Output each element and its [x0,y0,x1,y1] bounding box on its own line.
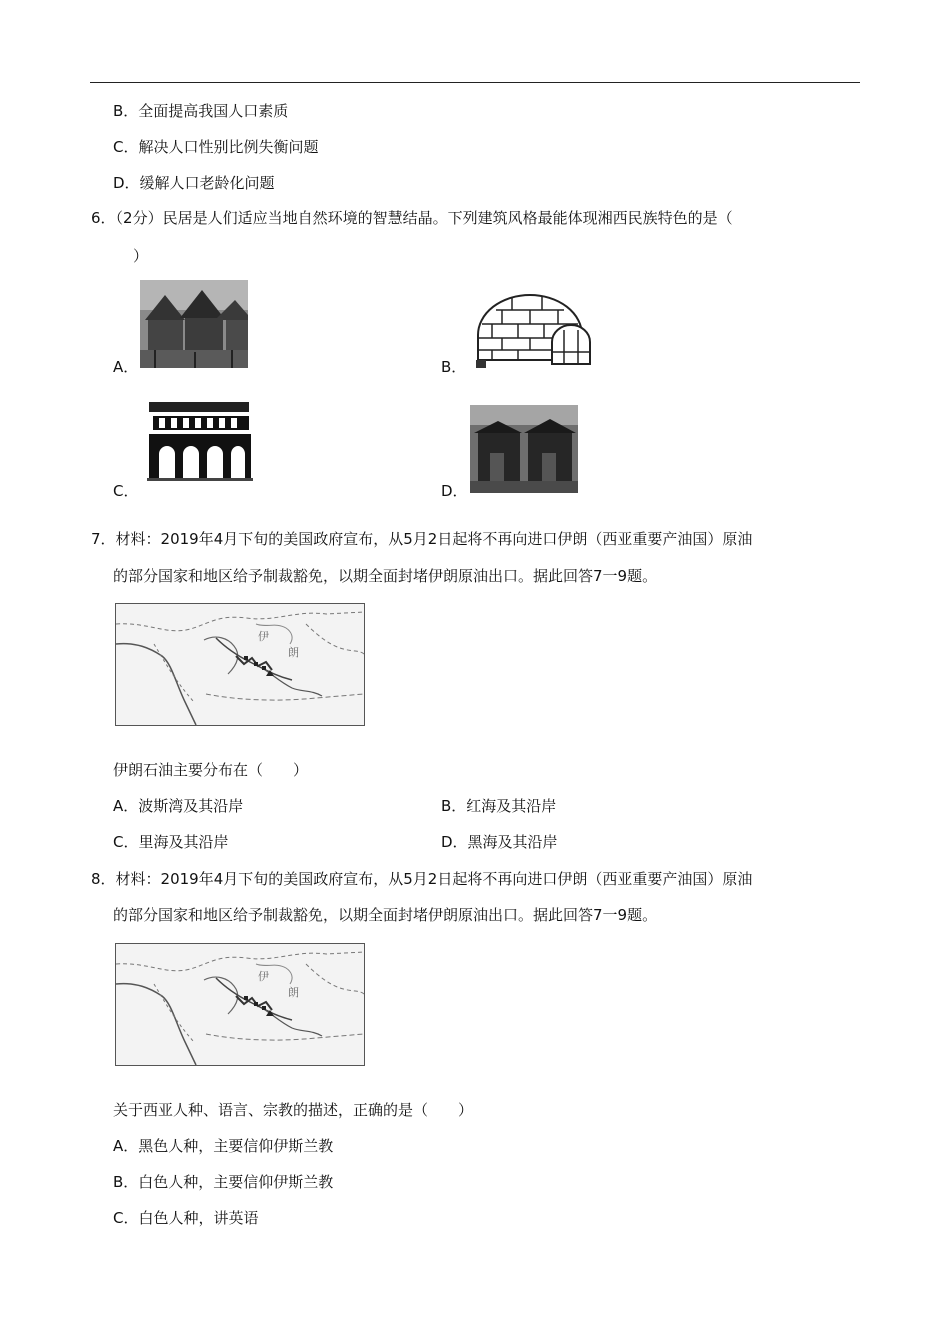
colonnade-building-drawing [147,398,253,486]
q7-question: 伊朗石油主要分布在（ ） [113,761,309,779]
q6-label-a: A． [113,358,139,376]
q7-middle-east-map [115,603,365,726]
q8-option-c: C．白色人种，讲英语 [113,1209,259,1227]
courtyard-house-photo [470,405,578,493]
q5-option-c: C．解决人口性别比例失衡问题 [113,138,319,156]
q8-map-label-2: 朗 [288,986,299,999]
q6-stem-end: ） [133,247,149,265]
q7-option-c: C．里海及其沿岸 [113,833,229,851]
q8-material-line2: 的部分国家和地区给予制裁豁免，以期全面封堵伊朗原油出口。据此回答7一9题。 [113,906,658,924]
q8-question: 关于西亚人种、语言、宗教的描述，正确的是（ ） [113,1101,474,1119]
q8-middle-east-map [115,943,365,1066]
header-rule [90,82,860,83]
q7-material-line1: 7．材料：2019年4月下旬的美国政府宣布，从5月2日起将不再向进口伊朗（西亚重要产油国）原油 [91,530,753,548]
q7-map-label-2: 朗 [288,646,299,659]
q8-map-label-1: 伊 [258,970,269,983]
q6-label-c: C． [113,482,139,500]
q6-stem: 6．（2分）民居是人们适应当地自然环境的智慧结晶。下列建筑风格最能体现湘西民族特色的是（ [91,209,733,227]
q7-option-d: D．黑海及其沿岸 [441,833,558,851]
q8-option-b: B．白色人种，主要信仰伊斯兰教 [113,1173,334,1191]
q7-map-label-1: 伊 [258,630,269,643]
q6-label-b: B． [441,358,467,376]
q7-material-line2: 的部分国家和地区给予制裁豁免，以期全面封堵伊朗原油出口。据此回答7一9题。 [113,567,658,585]
q8-material-line1: 8．材料：2019年4月下旬的美国政府宣布，从5月2日起将不再向进口伊朗（西亚重要产油国）原油 [91,870,753,888]
stilted-house-photo [140,280,248,368]
q7-option-a: A．波斯湾及其沿岸 [113,797,244,815]
q6-label-d: D． [441,482,468,500]
q5-option-b: B．全面提高我国人口素质 [113,102,289,120]
q5-option-d: D．缓解人口老龄化问题 [113,174,275,192]
igloo-drawing [472,290,594,370]
q7-option-b: B．红海及其沿岸 [441,797,557,815]
q8-option-a: A．黑色人种，主要信仰伊斯兰教 [113,1137,334,1155]
